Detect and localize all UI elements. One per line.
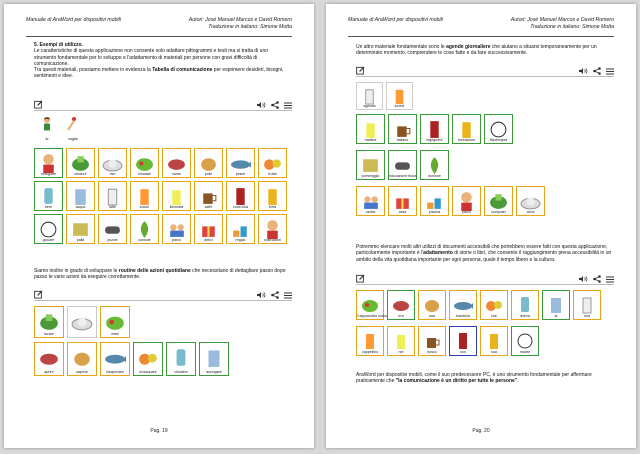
communication-board xyxy=(34,148,287,244)
routine-text xyxy=(34,268,290,281)
pictogram-image xyxy=(198,152,219,173)
pictogram-label: coca cola xyxy=(232,205,249,209)
pictogram-image xyxy=(360,154,381,175)
pictogram-card[interactable] xyxy=(420,186,449,216)
pictogram-card[interactable] xyxy=(388,186,417,216)
header-authors-line: Autori: José Manuel Marcos e David Romero xyxy=(188,17,292,23)
edit-icon[interactable] xyxy=(356,66,365,75)
header-authors xyxy=(511,17,614,31)
pictogram-image xyxy=(484,330,504,350)
pictogram-image xyxy=(392,190,413,211)
pictogram-card[interactable] xyxy=(420,150,449,180)
pictogram-card[interactable] xyxy=(386,82,413,110)
pictogram-label: lavare xyxy=(44,332,54,336)
pictogram-card[interactable] xyxy=(356,82,383,110)
pictogram-label: mattina xyxy=(364,138,377,142)
pictogram-label: puzzle xyxy=(107,238,118,242)
pictogram-image xyxy=(360,190,381,211)
pictogram-card[interactable] xyxy=(388,114,417,144)
edit-icon[interactable] xyxy=(34,290,43,299)
pictogram-image xyxy=(391,330,411,350)
section-title: 5. Esempi di utilizzo. xyxy=(34,42,83,48)
pictogram-card[interactable] xyxy=(34,181,63,211)
pictogram-voglio xyxy=(66,116,80,141)
pictogram-card[interactable] xyxy=(98,214,127,244)
pictogram-card[interactable] xyxy=(98,148,127,178)
pictogram-image xyxy=(71,310,93,332)
pictogram-label: bosco xyxy=(427,350,437,354)
pictogram-image xyxy=(392,154,413,175)
pictogram-card[interactable] xyxy=(226,148,255,178)
pictogram-image xyxy=(360,294,380,314)
pictogram-image xyxy=(102,218,123,239)
header-authors xyxy=(189,17,292,31)
pictogram-image xyxy=(515,294,535,314)
pictogram-label: insalata xyxy=(138,172,151,176)
pictogram-label: palla xyxy=(76,238,85,242)
agenda-row xyxy=(356,114,513,144)
pictogram-label: una xyxy=(429,314,435,318)
pictogram-image xyxy=(422,330,442,350)
pictogram-label: sua xyxy=(491,350,497,354)
pictogram-card[interactable] xyxy=(226,181,255,211)
menu-icon[interactable] xyxy=(284,292,292,299)
pictogram-image xyxy=(453,294,473,314)
pictogram-image xyxy=(424,118,445,139)
pictogram-image xyxy=(230,218,251,239)
pictogram-image xyxy=(456,190,477,211)
pictogram-label: ingegnere xyxy=(426,138,443,142)
volume-icon[interactable] xyxy=(257,101,266,109)
pictogram-label: che xyxy=(491,314,497,318)
pictogram-label: lunedì xyxy=(394,104,405,108)
pictogram-label: chiudere xyxy=(174,370,188,374)
pictogram-card[interactable] xyxy=(162,181,191,211)
pictogram-image xyxy=(38,346,60,368)
pictogram-label: una xyxy=(584,314,590,318)
edit-icon[interactable] xyxy=(34,100,43,109)
pictogram-card[interactable] xyxy=(452,114,481,144)
header-translator-line: Traduzione in italiano: Simone Motta xyxy=(530,24,614,30)
pictogram-card[interactable] xyxy=(162,214,191,244)
pictogram-card[interactable] xyxy=(420,114,449,144)
pictogram-card[interactable] xyxy=(194,148,223,178)
header-authors-line: Autori: José Manuel Marcos e David Romero xyxy=(510,17,614,23)
pictogram-image xyxy=(134,218,155,239)
pictogram-card[interactable] xyxy=(452,186,481,216)
menu-icon[interactable] xyxy=(606,68,614,75)
pictogram-image xyxy=(391,294,411,314)
volume-icon[interactable] xyxy=(257,291,266,299)
pictogram-label: succo xyxy=(139,205,150,209)
pictogram-image xyxy=(230,185,251,206)
pictogram-image xyxy=(424,190,445,211)
pictogram-card[interactable] xyxy=(258,148,287,178)
agenda-header xyxy=(356,82,413,110)
menu-icon[interactable] xyxy=(284,102,292,109)
pictogram-image xyxy=(488,190,509,211)
paragraph: Potremmo elencare molti altri utilizzi di documenti accessibili che potrebbero essere fatti con questa applicazione, particolarmente importante è l'adattamento di storie o libri, che consente il raggiungimento piena accessibilità in un ambito della vita quotidiana importante per ogni persona, quale il tempo libero e la cultura. xyxy=(356,244,612,263)
pictogram-card[interactable] xyxy=(194,181,223,211)
pictogram-label: ricreazione xyxy=(457,138,476,142)
paragraph: AraWord per dispositivi mobili, come il suo predecessore PC, è uno strumento fondamentale per affermare praticamente che "la comunicazione è un diritto per tutte le persone". xyxy=(356,372,592,385)
menu-icon[interactable] xyxy=(606,276,614,283)
pictogram-card[interactable] xyxy=(130,148,159,178)
agenda-row xyxy=(356,186,545,216)
page-number: Pag. 19 xyxy=(150,428,168,434)
pictogram-image xyxy=(453,330,473,350)
pictogram-label: italiano xyxy=(396,138,409,142)
pictogram-image xyxy=(577,294,597,314)
pictogram-image xyxy=(38,310,60,332)
closing-text xyxy=(356,372,612,385)
pictogram-label: giocare xyxy=(42,238,55,242)
pictogram-image xyxy=(456,118,477,139)
pictogram-card[interactable] xyxy=(484,186,513,216)
pictogram-image xyxy=(198,185,219,206)
pictogram-card[interactable] xyxy=(480,326,508,356)
pictogram-image xyxy=(520,190,541,211)
pictogram-label: sciacquare xyxy=(139,370,157,374)
app-toolbar xyxy=(34,100,292,111)
pictogram-image xyxy=(422,294,442,314)
pictogram-card[interactable] xyxy=(133,342,163,376)
pictogram-card[interactable] xyxy=(484,114,513,144)
section-text xyxy=(34,42,290,80)
pictogram-label: cappellino xyxy=(361,350,379,354)
pictogram-image xyxy=(262,152,283,173)
pictogram-card[interactable] xyxy=(449,326,477,356)
pictogram-label: fisioterapia xyxy=(489,138,508,142)
share-icon[interactable] xyxy=(593,275,601,283)
pictogram-image xyxy=(170,346,192,368)
pictogram-card[interactable] xyxy=(130,181,159,211)
pictogram-label: piscina xyxy=(428,210,441,214)
left-page xyxy=(4,4,314,448)
pictogram-card[interactable] xyxy=(66,181,95,211)
pictogram-label: parco xyxy=(462,210,471,214)
page-header xyxy=(348,16,614,37)
routine-row xyxy=(34,342,229,376)
pictogram-label: agenda xyxy=(363,104,376,108)
pictogram-card[interactable] xyxy=(199,342,229,376)
pictogram-card[interactable] xyxy=(67,306,97,338)
pictogram-card[interactable] xyxy=(356,186,385,216)
pictogram-label: era xyxy=(398,314,404,318)
pictogram-card[interactable] xyxy=(356,150,385,180)
pictogram-label: sapone xyxy=(76,370,88,374)
pictogram-label: parco xyxy=(172,238,181,242)
pictogram-image xyxy=(198,218,219,239)
pictogram-card[interactable] xyxy=(480,290,508,320)
pictogram-image xyxy=(166,218,187,239)
pictogram-card[interactable] xyxy=(34,342,64,376)
paragraph: Le caratteristiche di questa applicazione non consente solo adattare pittogrammi e testi ma si tratta di uno strumento fondamentale per lo sviluppo e l'adattamento di materiali per persone con gravi difficoltà di comunicazione. xyxy=(34,48,269,67)
pictogram-label: carne xyxy=(172,172,181,176)
pictogram-card[interactable] xyxy=(388,150,417,180)
pictogram-label: birra xyxy=(268,205,277,209)
pictogram-label: riunione xyxy=(428,174,441,178)
header-title: Manuale di AraWord per dispositivi mobili xyxy=(348,17,443,23)
pictogram-label: latte xyxy=(109,205,116,209)
edit-icon[interactable] xyxy=(356,274,365,283)
pictogram-image xyxy=(134,152,155,173)
volume-icon[interactable] xyxy=(579,67,588,75)
paragraph: Un altro materiale fondamentale sono le agende giornaliere che aiutano a situarsi temporaneamente per un determinato momento, comprendere le cose fatte e da fare successivamente. xyxy=(356,44,597,57)
pictogram-label: la xyxy=(554,314,558,318)
pictogram-image xyxy=(262,218,283,239)
pictogram-image xyxy=(104,346,126,368)
pictogram-label: aprire xyxy=(44,370,54,374)
pictogram-card[interactable] xyxy=(98,181,127,211)
pictogram-label: costruzioni xyxy=(263,238,282,242)
pictogram-image xyxy=(360,86,379,105)
pictogram-label: con xyxy=(460,350,466,354)
pictogram-label: frutta xyxy=(268,172,277,176)
paragraph: Tra questi materiali, possiamo mettere in evidenza la Tabella di comunicazione per esprimere desideri, bisogni, sentimenti e idee. xyxy=(34,67,284,80)
pictogram-card[interactable] xyxy=(258,214,287,244)
pictogram-label: nel xyxy=(398,350,404,354)
pictogram-image xyxy=(102,185,123,206)
header-translator-line: Traduzione in italiano: Simone Motta xyxy=(208,24,292,30)
pictogram-card[interactable] xyxy=(356,114,385,144)
story-row xyxy=(356,290,601,320)
pictogram-card[interactable] xyxy=(418,326,446,356)
pictogram-label: amici xyxy=(204,238,213,242)
pictogram-image xyxy=(71,346,93,368)
app-toolbar xyxy=(34,290,292,301)
pictogram-label: Cappuccetto rosso xyxy=(357,314,387,318)
pictogram-image xyxy=(104,310,126,332)
pictogram-card[interactable] xyxy=(166,342,196,376)
pictogram-image xyxy=(166,152,187,173)
pictogram-label: pomeriggio xyxy=(361,174,380,178)
pictogram-label: madre xyxy=(519,350,531,354)
pictogram-label: bere xyxy=(44,205,53,209)
pictogram-label: pollo xyxy=(204,172,213,176)
pictogram-io xyxy=(40,116,54,141)
pictogram-card[interactable] xyxy=(356,290,387,320)
pictogram-card[interactable] xyxy=(511,290,539,320)
pictogram-label: computer xyxy=(491,210,506,214)
share-icon[interactable] xyxy=(271,291,279,299)
pictogram-label: educazione fisica xyxy=(389,174,417,178)
agenda-row xyxy=(356,150,449,180)
pictogram-image xyxy=(488,118,509,139)
pictogram-image xyxy=(546,294,566,314)
pictogram-image xyxy=(424,154,445,175)
pictogram-card[interactable] xyxy=(67,342,97,376)
pictogram-card[interactable] xyxy=(542,290,570,320)
pictogram-label: pesce xyxy=(235,172,246,176)
pictogram-card[interactable] xyxy=(194,214,223,244)
pictogram-label: aveva xyxy=(520,314,530,318)
pictogram-image xyxy=(38,152,59,173)
pictogram-image xyxy=(102,152,123,173)
pictogram-image xyxy=(137,346,159,368)
pictogram-card[interactable] xyxy=(66,214,95,244)
pictogram-image xyxy=(262,185,283,206)
story-text xyxy=(356,244,612,263)
pictogram-image xyxy=(203,346,225,368)
volume-icon[interactable] xyxy=(579,275,588,283)
pictogram-image xyxy=(360,330,380,350)
share-icon[interactable] xyxy=(271,101,279,109)
pictogram-card[interactable] xyxy=(387,326,415,356)
share-icon[interactable] xyxy=(593,67,601,75)
want-icon xyxy=(66,116,80,132)
pictogram-image xyxy=(515,330,535,350)
pictogram-card[interactable] xyxy=(449,290,477,320)
pictogram-label: limonata xyxy=(169,205,184,209)
pictogram-image xyxy=(484,294,504,314)
page-number: Pag. 20 xyxy=(472,428,490,434)
pictogram-label: bambina xyxy=(456,314,470,318)
pictogram-image xyxy=(70,185,91,206)
pictogram-label: voglio xyxy=(68,137,78,141)
pictogram-label: mangiare xyxy=(41,172,56,176)
pictogram-card[interactable] xyxy=(34,214,63,244)
page-header xyxy=(26,16,292,37)
app-toolbar xyxy=(356,274,614,285)
pictogram-card[interactable] xyxy=(162,148,191,178)
pictogram-card[interactable] xyxy=(66,148,95,178)
pictogram-image xyxy=(70,218,91,239)
pictogram-label: verdure xyxy=(74,172,87,176)
pictogram-card[interactable] xyxy=(100,306,130,338)
pictogram-image xyxy=(134,185,155,206)
pictogram-card[interactable] xyxy=(573,290,601,320)
pictogram-label: caffè xyxy=(204,205,213,209)
pictogram-label: console xyxy=(138,238,151,242)
pictogram-card[interactable] xyxy=(258,181,287,211)
pictogram-card[interactable] xyxy=(34,148,63,178)
pictogram-label: casa xyxy=(398,210,407,214)
pictogram-label: insaponare xyxy=(106,370,124,374)
app-toolbar xyxy=(356,66,614,77)
header-title: Manuale di AraWord per dispositivi mobili xyxy=(26,17,121,23)
pictogram-image xyxy=(392,118,413,139)
pictogram-card[interactable] xyxy=(226,214,255,244)
pictogram-label: regalo xyxy=(235,238,246,242)
pictogram-card[interactable] xyxy=(516,186,545,216)
pictogram-card[interactable] xyxy=(34,306,64,338)
pictogram-card[interactable] xyxy=(511,326,539,356)
pictogram-image xyxy=(230,152,251,173)
paragraph: Siamo inoltre in grado di sviluppare le routine delle azioni quotidiane che necessitano di dettagliare passo dopo passo le varie azioni da eseguire correttamente. xyxy=(34,268,286,281)
pictogram-image xyxy=(38,185,59,206)
pictogram-label: mani xyxy=(111,332,119,336)
pictogram-label: acqua xyxy=(75,205,86,209)
pictogram-image xyxy=(38,218,59,239)
right-page xyxy=(326,4,636,448)
pictogram-image xyxy=(390,86,409,105)
pictogram-card[interactable] xyxy=(418,290,446,320)
pictogram-label: cena xyxy=(526,210,535,214)
routine-row xyxy=(34,306,130,338)
pictogram-image xyxy=(70,152,91,173)
agenda-text xyxy=(356,44,612,57)
pictogram-card[interactable] xyxy=(130,214,159,244)
pictogram-image xyxy=(166,185,187,206)
pictogram-label: uscita xyxy=(365,210,376,214)
pictogram-label: io xyxy=(45,137,49,141)
pictogram-card[interactable] xyxy=(387,290,415,320)
story-row xyxy=(356,326,539,356)
pictogram-image xyxy=(360,118,381,139)
pictogram-label: asciugare xyxy=(206,370,222,374)
pictogram-card[interactable] xyxy=(100,342,130,376)
person-icon xyxy=(40,116,54,132)
pictogram-label: riso xyxy=(109,172,116,176)
pictogram-card[interactable] xyxy=(356,326,384,356)
